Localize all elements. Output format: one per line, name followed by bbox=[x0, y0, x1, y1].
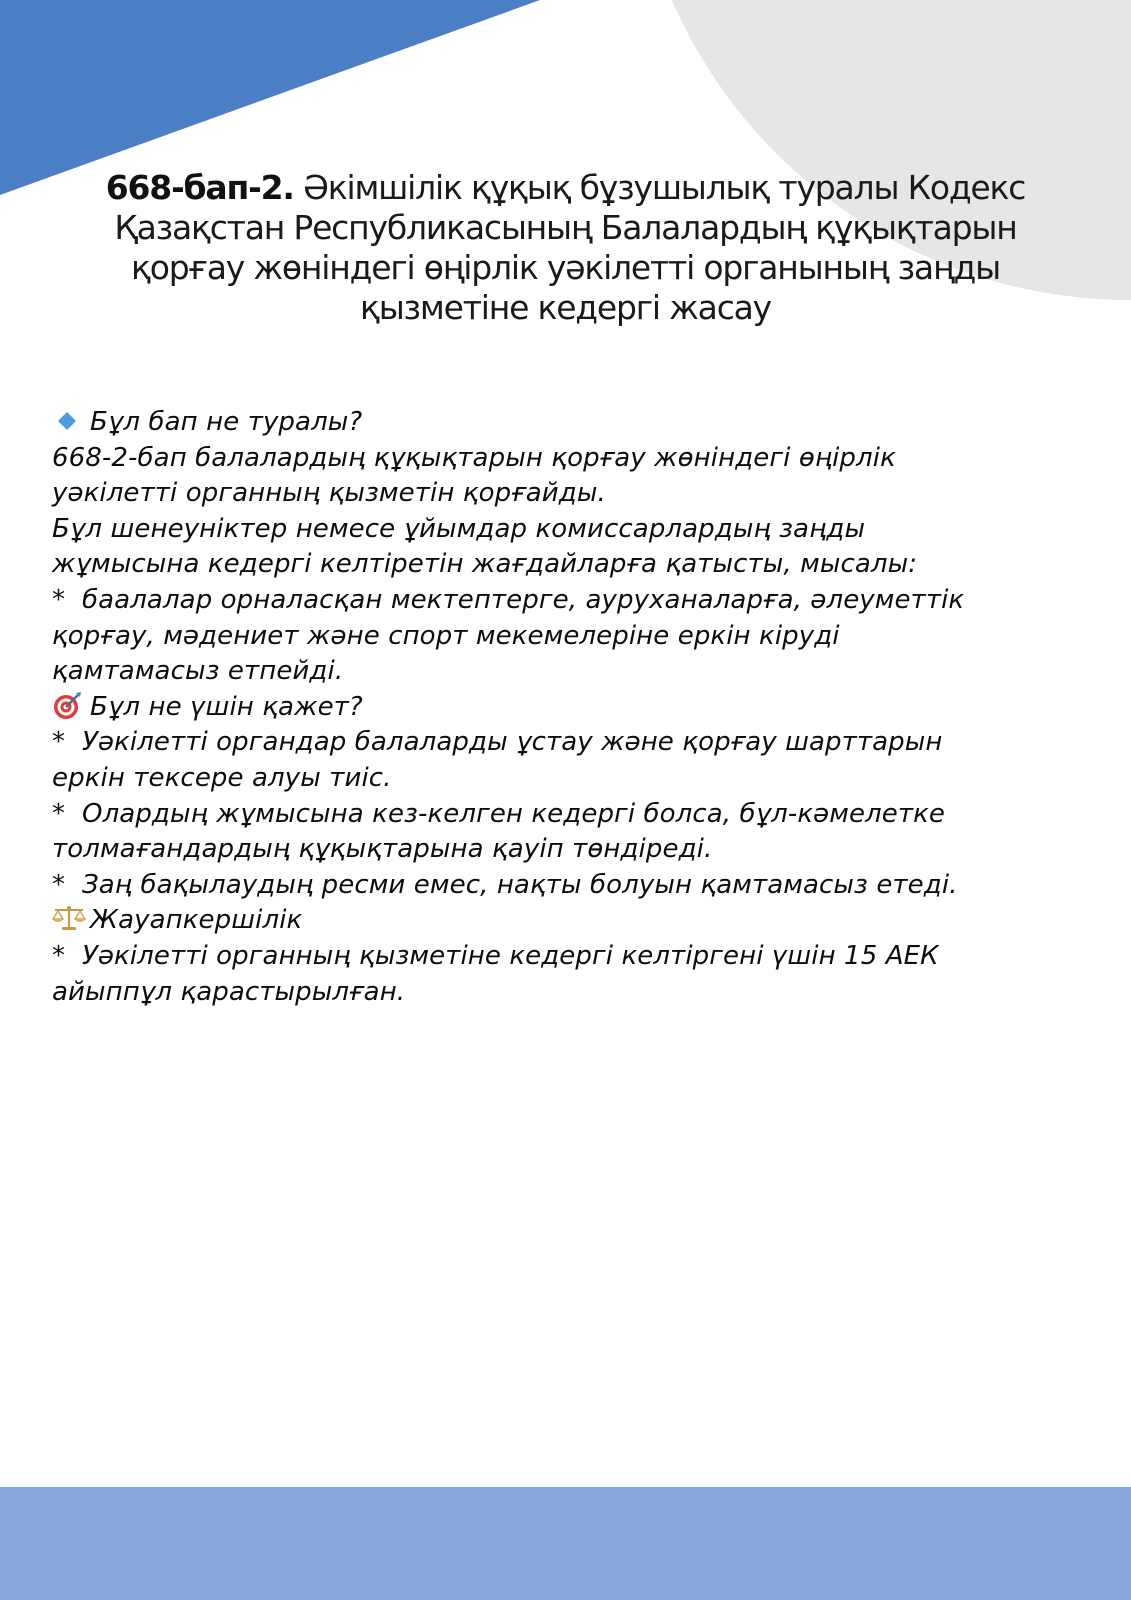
bullet-symbol: * bbox=[52, 798, 66, 829]
title-article-number: 668-бап-2. bbox=[105, 168, 294, 207]
why-bullet-line: * Уәкілетті органдар балаларды ұстау және қорғау шарттарын bbox=[52, 725, 1112, 761]
section-about-heading: Бұл бап не туралы? bbox=[52, 405, 1112, 441]
diamond-icon bbox=[52, 408, 86, 434]
why-bullet-continuation: толмағандардың құқықтарына қауіп төндіреді. bbox=[52, 834, 713, 865]
title-line-4: қызметіне кедергі жасау bbox=[359, 288, 772, 327]
footer-band bbox=[0, 1487, 1131, 1600]
bullet-symbol: * bbox=[52, 584, 66, 615]
title-line-1-rest: Әкімшілік құқық бұзушылық туралы Кодекс bbox=[302, 168, 1026, 207]
bullet-symbol: * bbox=[52, 869, 66, 900]
article-body bbox=[52, 405, 1112, 1010]
bullet-symbol: * bbox=[52, 940, 66, 971]
target-icon bbox=[52, 693, 86, 719]
scales-icon bbox=[52, 906, 86, 932]
liability-bullet-line: * Уәкілетті органның қызметіне кедергі келтіргені үшін 15 АЕК bbox=[52, 939, 1112, 975]
section-liability-heading: Жауапкершілік bbox=[52, 903, 1112, 939]
why-bullet-line: * Заң бақылаудың ресми емес, нақты болуын қамтамасыз етеді. bbox=[52, 868, 1112, 904]
about-text-line: Бұл шенеуніктер немесе ұйымдар комиссарлардың заңды bbox=[52, 513, 866, 544]
why-bullet-line: * Олардың жұмысына кез-келген кедергі болса, бұл-кәмелетке bbox=[52, 797, 1112, 833]
title-line-2: Қазақстан Республикасының Балалардың құқықтарын bbox=[114, 208, 1017, 247]
title-line-1 bbox=[60, 168, 1071, 208]
title-line-3: қорғау жөніндегі өңірлік уәкілетті органының заңды bbox=[130, 248, 1001, 287]
section-why-heading: Бұл не үшін қажет? bbox=[52, 690, 1112, 726]
about-bullet-continuation: қорғау, мәдениет және спорт мекемелеріне еркін кіруді bbox=[52, 620, 840, 651]
about-text-line: уәкілетті органның қызметін қорғайды. bbox=[52, 478, 606, 509]
liability-bullet-continuation: айыппұл қарастырылған. bbox=[52, 976, 406, 1007]
about-bullet-line: * баалалар орналасқан мектептерге, ауруханаларға, әлеуметтік bbox=[52, 583, 1112, 619]
blue-triangle-decoration bbox=[0, 0, 540, 195]
why-bullet-continuation: еркін тексере алуы тиіс. bbox=[52, 762, 392, 793]
about-text-line: жұмысына кедергі келтіретін жағдайларға қатысты, мысалы: bbox=[52, 549, 918, 580]
page-title bbox=[60, 168, 1071, 328]
about-text-line: 668-2-бап балалардың құқықтарын қорғау жөніндегі өңірлік bbox=[52, 442, 896, 473]
bullet-symbol: * bbox=[52, 727, 66, 758]
about-bullet-continuation: қамтамасыз етпейді. bbox=[52, 656, 344, 687]
